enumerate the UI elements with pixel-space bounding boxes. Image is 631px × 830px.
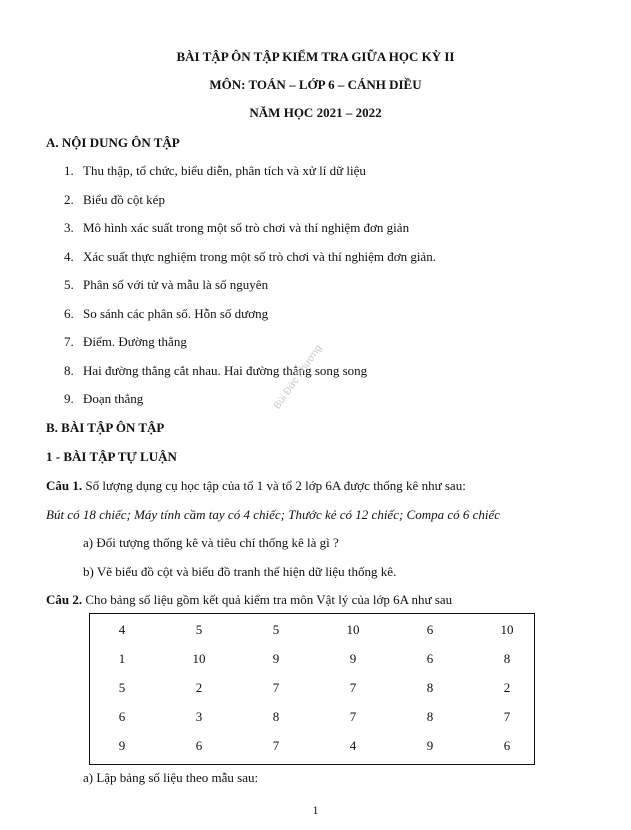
table-cell: 9	[426, 738, 434, 753]
table-cell: 7	[349, 709, 357, 724]
section-b-subheading: 1 - BÀI TẬP TỰ LUẬN	[46, 449, 177, 464]
topic-item-text: Đoạn thẳng	[83, 391, 144, 406]
table-cell: 9	[118, 738, 126, 753]
table-cell: 9	[272, 651, 280, 666]
table-cell: 2	[503, 680, 511, 695]
table-cell: 7	[272, 680, 280, 695]
table-cell: 6	[118, 709, 126, 724]
table-cell: 7	[349, 680, 357, 695]
topic-item-number: 4.	[64, 249, 74, 264]
topic-item-text: Phân số với tử và mẫu là số nguyên	[83, 277, 269, 292]
topic-item-number: 9.	[64, 391, 74, 406]
table-cell: 1	[118, 651, 126, 666]
topic-item-text: Mô hình xác suất trong một số trò chơi và thí nghiệm đơn giản	[83, 220, 410, 235]
table-cell: 9	[349, 651, 357, 666]
question-1-data: Bút có 18 chiếc; Máy tính cầm tay có 4 chiếc; Thước kẻ có 12 chiếc; Compa có 6 chiếc	[46, 507, 501, 522]
table-cell: 6	[426, 622, 434, 637]
watermark-text: Bùi Đức Phương	[272, 343, 325, 412]
question-2-label: Câu 2.	[46, 592, 83, 607]
topic-item-number: 7.	[64, 334, 74, 349]
table-cell: 5	[118, 680, 126, 695]
table-cell: 7	[272, 738, 280, 753]
table-cell: 10	[346, 622, 360, 637]
page-number: 1	[312, 803, 319, 817]
table-cell: 8	[426, 680, 434, 695]
question-2-part-a: a) Lập bảng số liệu theo mẫu sau:	[83, 770, 259, 785]
doc-title: BÀI TẬP ÔN TẬP KIỂM TRA GIỮA HỌC KỲ II	[176, 49, 455, 64]
topic-item-number: 2.	[64, 192, 74, 207]
question-1-text: Số lượng dụng cụ học tập của tổ 1 và tổ 2 lớp 6A được thống kê như sau:	[85, 478, 466, 493]
table-cell: 7	[503, 709, 511, 724]
topic-item-number: 3.	[64, 220, 74, 235]
question-2	[46, 592, 452, 608]
table-cell: 4	[349, 738, 357, 753]
topic-item-number: 8.	[64, 363, 74, 378]
table-cell: 10	[192, 651, 206, 666]
table-cell: 6	[426, 651, 434, 666]
topic-item-text: Biểu đồ cột kép	[83, 192, 165, 207]
table-cell: 8	[272, 709, 280, 724]
topic-item-text: Hai đường thẳng cắt nhau. Hai đường thẳng song song	[83, 363, 368, 378]
topic-item-text: Xác suất thực nghiệm trong một số trò chơi và thí nghiệm đơn giản.	[83, 249, 436, 264]
table-cell: 6	[503, 738, 511, 753]
doc-subject: MÔN: TOÁN – LỚP 6 – CÁNH DIỀU	[209, 77, 422, 92]
doc-year: NĂM HỌC 2021 – 2022	[249, 105, 382, 120]
table-cell: 10	[500, 622, 514, 637]
table-cell: 5	[272, 622, 280, 637]
topic-item-number: 5.	[64, 277, 74, 292]
section-a-heading: A. NỘI DUNG ÔN TẬP	[46, 135, 180, 150]
question-1-part-b: b) Vẽ biểu đồ cột và biểu đồ tranh thể hiện dữ liệu thống kê.	[83, 564, 397, 579]
topic-item-number: 1.	[64, 163, 74, 178]
table-cell: 4	[118, 622, 126, 637]
question-2-text: Cho bảng số liệu gồm kết quả kiểm tra môn Vật lý của lớp 6A như sau	[85, 592, 453, 607]
question-1	[46, 478, 466, 494]
table-cell: 6	[195, 738, 203, 753]
topic-item-text: Thu thập, tổ chức, biểu diễn, phân tích và xử lí dữ liệu	[83, 163, 366, 178]
topic-item-text: Điểm. Đường thẳng	[83, 334, 187, 349]
topic-item-text: So sánh các phân số. Hỗn số dương	[83, 306, 269, 321]
question-1-part-a: a) Đối tượng thống kê và tiêu chí thống kê là gì ?	[83, 535, 339, 550]
section-b-heading: B. BÀI TẬP ÔN TẬP	[46, 420, 165, 435]
table-cell: 8	[426, 709, 434, 724]
score-table	[89, 613, 535, 765]
topic-item-number: 6.	[64, 306, 74, 321]
table-cell: 3	[195, 709, 203, 724]
table-cell: 2	[195, 680, 203, 695]
question-1-label: Câu 1.	[46, 478, 83, 493]
table-cell: 5	[195, 622, 203, 637]
table-cell: 8	[503, 651, 511, 666]
